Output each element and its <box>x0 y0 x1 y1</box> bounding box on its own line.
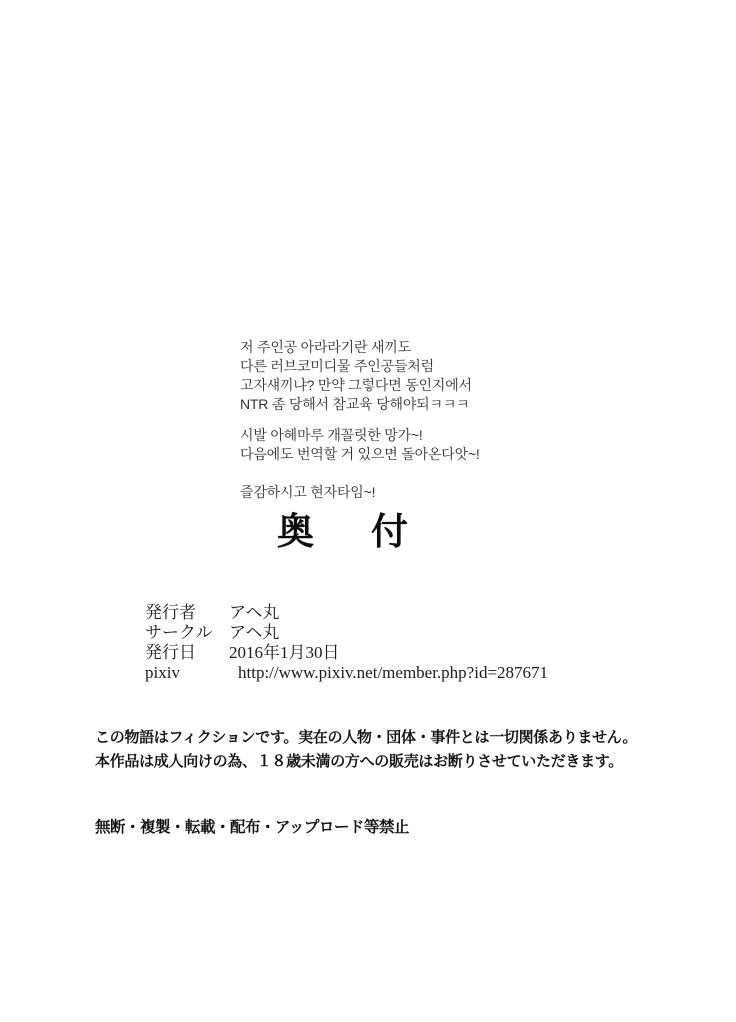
pixiv-label: pixiv <box>145 663 180 682</box>
publication-info-row <box>145 603 548 623</box>
publication-info <box>145 603 548 683</box>
translator-note-block-2 <box>240 426 480 464</box>
pixiv-url: http://www.pixiv.net/member.php?id=287671 <box>238 663 549 682</box>
disclaimer-line: 本作品は成人向けの為、１８歳未満の方への販売はお断りさせていただきます。 <box>95 753 624 770</box>
circle-value: アヘ丸 <box>229 623 280 642</box>
disclaimer-line: この物語はフィクションです。実在の人物・団体・事件とは一切関係ありません。 <box>95 729 638 746</box>
publication-date-label: 発行日 <box>145 643 196 662</box>
publication-info-row <box>145 643 548 663</box>
translator-note-line: 다음에도 번역할 거 있으면 돌아온다앗~! <box>240 446 480 462</box>
translator-note-line: 즐감하시고 현자타임~! <box>240 484 376 500</box>
publication-info-row <box>145 623 548 643</box>
translator-note-block-3 <box>240 483 375 502</box>
fiction-disclaimer <box>95 726 637 774</box>
publisher-label: 発行者 <box>145 603 196 622</box>
circle-label: サークル <box>145 623 213 642</box>
translator-note-line: 시발 아혜마루 개꼴릿한 망가~! <box>240 427 423 443</box>
publication-date-value: 2016年1月30日 <box>229 643 340 662</box>
publication-info-row <box>145 663 548 683</box>
translator-note-line: 고자섀끼냐? 만약 그렇다면 동인지에서 <box>240 377 472 393</box>
title-char: 奥 <box>277 511 314 552</box>
page-title-okuzuke <box>277 512 408 553</box>
publisher-value: アヘ丸 <box>229 603 280 622</box>
translator-note-line: 저 주인공 아라라기란 새끼도 <box>240 339 411 355</box>
prohibition-notice: 無断・複製・転載・配布・アップロード等禁止 <box>95 819 409 836</box>
translator-note-line: NTR 좀 당해서 참교육 당해야되ㅋㅋㅋ <box>240 396 470 412</box>
translator-note-line: 다른 러브코미디물 주인공들처럼 <box>240 358 434 374</box>
translator-note-block-1 <box>240 338 472 414</box>
title-char: 付 <box>371 511 408 552</box>
